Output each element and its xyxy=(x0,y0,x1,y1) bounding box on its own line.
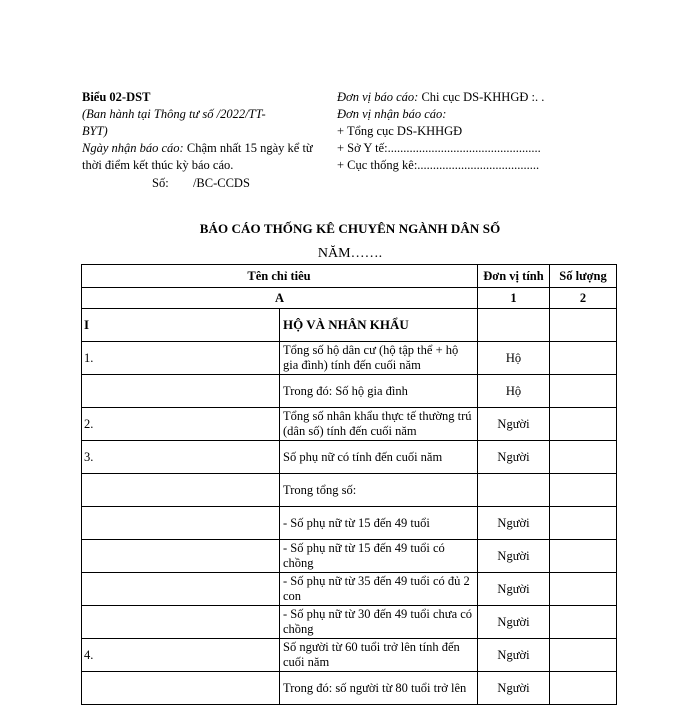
row-quantity[interactable] xyxy=(550,408,617,441)
row-number: 4. xyxy=(82,639,280,672)
row-quantity[interactable] xyxy=(550,441,617,474)
issued-line-1: (Ban hành tại Thông tư số /2022/TT- xyxy=(82,107,266,121)
report-number xyxy=(152,176,250,191)
reporting-unit xyxy=(337,89,582,106)
row-unit: Hộ xyxy=(478,342,550,375)
form-code: Biểu 02-DST xyxy=(82,90,151,104)
row-number xyxy=(82,375,280,408)
header-unit: Đơn vị tính xyxy=(478,265,550,288)
table-row xyxy=(82,507,617,540)
row-unit: Người xyxy=(478,639,550,672)
row-unit: Người xyxy=(478,507,550,540)
table-row xyxy=(82,342,617,375)
so-value: /BC-CCDS xyxy=(192,176,250,190)
row-quantity[interactable] xyxy=(550,375,617,408)
column-code-row xyxy=(82,288,617,309)
row-unit: Hộ xyxy=(478,375,550,408)
row-indicator: Số người từ 60 tuổi trở lên tính đến cuối năm xyxy=(280,639,478,672)
row-indicator: - Số phụ nữ từ 35 đến 49 tuổi có đủ 2 con xyxy=(280,573,478,606)
row-quantity[interactable] xyxy=(550,507,617,540)
row-unit: Người xyxy=(478,672,550,705)
row-indicator: - Số phụ nữ từ 15 đến 49 tuổi xyxy=(280,507,478,540)
row-number xyxy=(82,573,280,606)
receive-label: Ngày nhận báo cáo: xyxy=(82,141,184,155)
reporting-unit-value: Chi cục DS-KHHGĐ :. . xyxy=(418,90,545,104)
row-quantity[interactable] xyxy=(550,639,617,672)
table-row xyxy=(82,441,617,474)
row-indicator: HỘ VÀ NHÂN KHẨU xyxy=(280,309,478,342)
row-unit: Người xyxy=(478,606,550,639)
row-number: 1. xyxy=(82,342,280,375)
row-number xyxy=(82,474,280,507)
table-row xyxy=(82,573,617,606)
report-title: BÁO CÁO THỐNG KÊ CHUYÊN NGÀNH DÂN SỐ xyxy=(199,221,501,236)
header-right xyxy=(337,89,582,174)
report-year: NĂM……. xyxy=(317,246,383,261)
code-quantity: 2 xyxy=(550,288,617,309)
row-unit: Người xyxy=(478,540,550,573)
issued-line-2: BYT) xyxy=(82,124,108,138)
recipient-3: + Cục thống kê:....................................... xyxy=(337,158,540,172)
table-header-row xyxy=(82,265,617,288)
recipient-1: + Tổng cục DS-KHHGĐ xyxy=(337,124,463,138)
row-quantity[interactable] xyxy=(550,540,617,573)
receive-text: Chậm nhất 15 ngày kể từ thời điểm kết thúc kỳ báo cáo. xyxy=(82,141,313,172)
row-indicator: Số phụ nữ có tính đến cuối năm xyxy=(280,441,478,474)
table-row xyxy=(82,474,617,507)
row-indicator: Tổng số nhân khẩu thực tế thường trú (dân số) tính đến cuối năm xyxy=(280,408,478,441)
row-indicator: Tổng số hộ dân cư (hộ tập thể + hộ gia đình) tính đến cuối năm xyxy=(280,342,478,375)
table-row xyxy=(82,606,617,639)
table-row xyxy=(82,408,617,441)
code-unit: 1 xyxy=(478,288,550,309)
row-indicator: Trong tổng số: xyxy=(280,474,478,507)
row-number: 2. xyxy=(82,408,280,441)
row-indicator: Trong đó: số người từ 80 tuổi trở lên xyxy=(280,672,478,705)
row-indicator: - Số phụ nữ từ 30 đến 49 tuổi chưa có chồng xyxy=(280,606,478,639)
table-row xyxy=(82,375,617,408)
header-indicator: Tên chỉ tiêu xyxy=(82,265,478,288)
receiving-unit-label: Đơn vị nhận báo cáo: xyxy=(337,107,447,121)
row-unit xyxy=(478,474,550,507)
table-row xyxy=(82,540,617,573)
row-quantity[interactable] xyxy=(550,342,617,375)
row-number: I xyxy=(82,309,280,342)
row-number xyxy=(82,507,280,540)
reporting-unit-label: Đơn vị báo cáo: xyxy=(337,90,419,104)
row-unit: Người xyxy=(478,441,550,474)
row-indicator: - Số phụ nữ từ 15 đến 49 tuổi có chồng xyxy=(280,540,478,573)
row-quantity[interactable] xyxy=(550,606,617,639)
row-indicator: Trong đó: Số hộ gia đình xyxy=(280,375,478,408)
so-label: Số: xyxy=(152,176,169,190)
statistics-table xyxy=(81,264,617,705)
header-left xyxy=(82,89,327,174)
table-row xyxy=(82,639,617,672)
row-unit: Người xyxy=(478,573,550,606)
row-number xyxy=(82,606,280,639)
table-row xyxy=(82,309,617,342)
row-unit: Người xyxy=(478,408,550,441)
header-quantity: Số lượng xyxy=(550,265,617,288)
receive-deadline xyxy=(82,140,327,174)
row-unit xyxy=(478,309,550,342)
row-number: 3. xyxy=(82,441,280,474)
row-quantity[interactable] xyxy=(550,309,617,342)
row-number xyxy=(82,540,280,573)
row-quantity[interactable] xyxy=(550,474,617,507)
recipient-2: + Sở Y tế:................................................. xyxy=(337,141,541,155)
code-indicator: A xyxy=(82,288,478,309)
row-quantity[interactable] xyxy=(550,573,617,606)
